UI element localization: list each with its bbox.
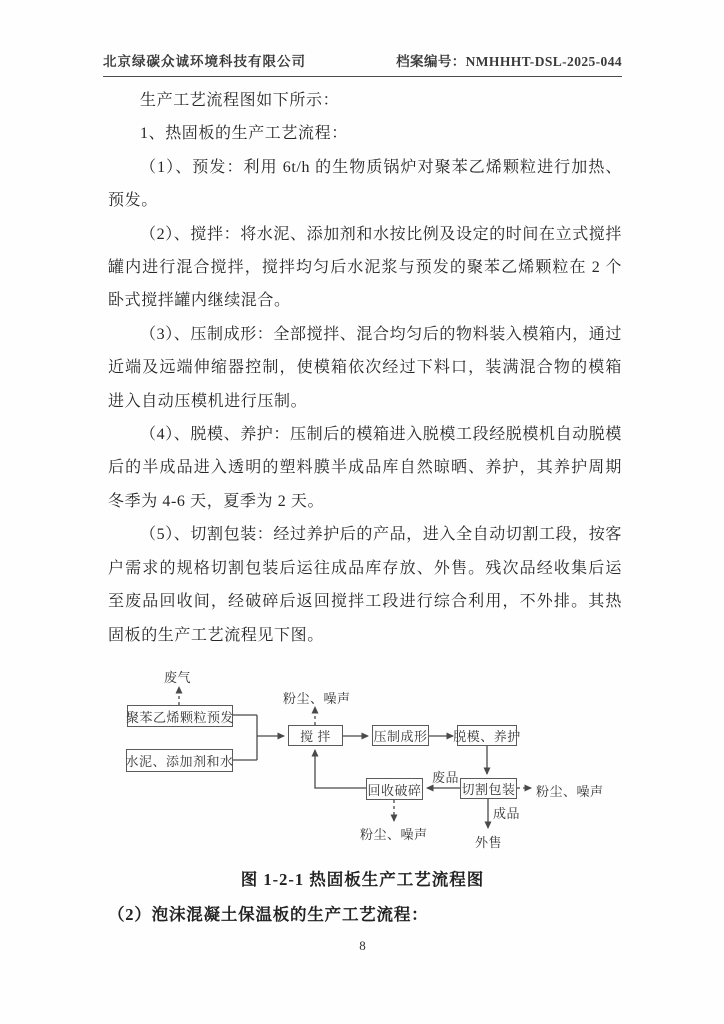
paragraph-step2: （2）、搅拌：将水泥、添加剂和水按比例及设定的时间在立式搅拌罐内进行混合搅拌，搅拌均匀后水泥浆与预发的聚苯乙烯颗粒在 2 个卧式搅拌罐内继续混合。 xyxy=(108,225,622,310)
header-doc-number xyxy=(396,50,622,70)
page-number: 8 xyxy=(359,938,366,953)
doc-number-label: 档案编号： xyxy=(396,54,466,69)
node-cutting: 切割包装 xyxy=(460,778,517,799)
page-header xyxy=(103,50,622,77)
body-text xyxy=(108,84,622,654)
label-waste-gas: 废气 xyxy=(164,670,192,685)
paragraph-step4: （4）、脱模、养护：压制后的模箱进入脱模工段经脱模机自动脱模后的半成品进入透明的塑料膜半成品库自然晾晒、养护，其养护周期冬季为 4-6 天，夏季为 2 天。 xyxy=(108,426,622,510)
node-recycling: 回收破碎 xyxy=(366,778,423,800)
section-subheading: （2）泡沫混凝土保温板的生产工艺流程： xyxy=(108,905,429,924)
paragraph-heading: 1、热固板的生产工艺流程： xyxy=(140,125,348,143)
paragraph-step3: （3）、压制成形：全部搅拌、混合均匀后的物料装入模箱内，通过近端及远端伸缩器控制，使模箱依次经过下料口，装满混合物的模箱进入自动压模机进行压制。 xyxy=(108,325,622,410)
node-demolding: 脱模、养护 xyxy=(457,725,517,746)
label-dust-noise-cutting: 粉尘、噪声 xyxy=(536,784,604,799)
paragraph-step1: （1）、预发：利用 6t/h 的生物质锅炉对聚苯乙烯颗粒进行加热、预发。 xyxy=(108,158,622,210)
node-mixing: 搅 拌 xyxy=(288,725,343,746)
node-cement-water: 水泥、添加剂和水 xyxy=(126,749,233,772)
figure-caption: 图 1-2-1 热固板生产工艺流程图 xyxy=(240,870,485,889)
paragraph-intro: 生产工艺流程图如下所示： xyxy=(140,92,340,109)
node-pressing: 压制成形 xyxy=(372,725,429,746)
process-flowchart xyxy=(100,655,660,855)
header-company-name: 北京绿碳众诚环境科技有限公司 xyxy=(103,54,306,69)
node-pre-expand: 聚苯乙烯颗粒预发 xyxy=(127,705,233,727)
label-dust-noise-mixing: 粉尘、噪声 xyxy=(283,691,351,706)
doc-number-value: NMHHHT-DSL-2025-044 xyxy=(465,54,622,69)
label-scrap: 废品 xyxy=(432,770,460,785)
paragraph-step5: （5）、切割包装：经过养护后的产品，进入全自动切割工段，按客户需求的规格切割包装后运往成品库存放、外售。残次品经收集后运至废品回收间，经破碎后返回搅拌工段进行综合利用，不外排。其热固板的生产工艺流程见下图。 xyxy=(108,526,622,644)
label-finished-product: 成品 xyxy=(493,806,521,821)
label-dust-noise-recycle: 粉尘、噪声 xyxy=(360,827,428,842)
label-sold-out: 外售 xyxy=(475,835,503,850)
